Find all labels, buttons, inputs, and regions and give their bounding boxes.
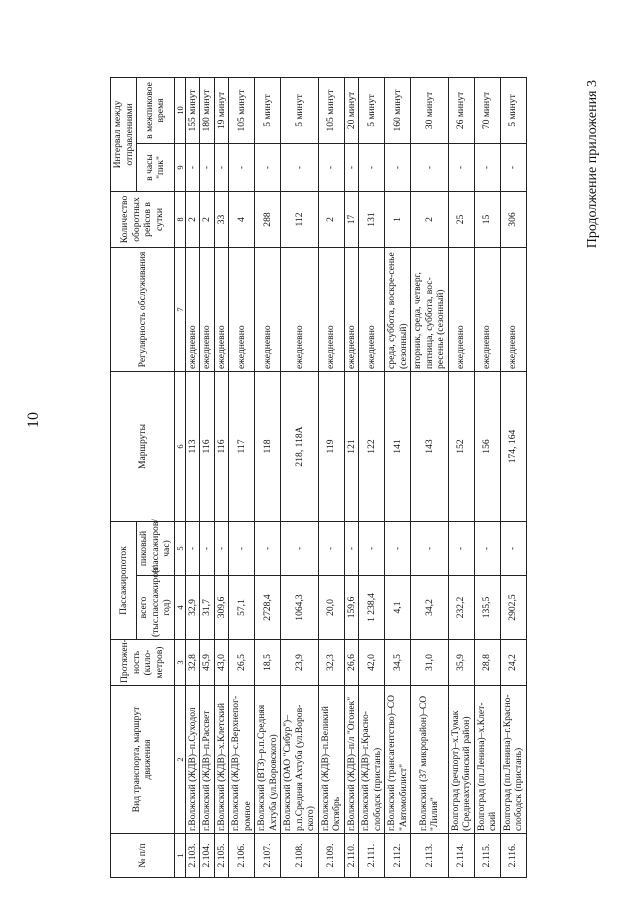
interval-offpeak: 5 минут (359, 77, 385, 143)
col-header-number: № п/п (111, 834, 175, 878)
route-length: 24,2 (500, 640, 526, 686)
service-regularity: среда, суббота, воскре-сенье (сезонный) (385, 247, 411, 371)
row-number: 2.105. (214, 834, 229, 878)
route-name: г.Волжский (ЖДВ)–с.Верхнепог-ромное (229, 686, 255, 834)
interval-offpeak: 160 минут (385, 77, 411, 143)
table-row (318, 77, 344, 877)
interval-offpeak: 19 минут (214, 77, 229, 143)
passengers-total: 34,2 (411, 576, 449, 640)
row-number: 2.109. (318, 834, 344, 878)
route-length: 32,3 (318, 640, 344, 686)
row-number: 2.111. (359, 834, 385, 878)
col-header-regularity: Регулярность обслуживания (111, 247, 175, 371)
interval-offpeak: 26 минут (448, 77, 474, 143)
route-length: 31,0 (411, 640, 449, 686)
col-num: 7 (174, 247, 185, 371)
col-num: 5 (174, 521, 185, 575)
passengers-peak: - (318, 521, 344, 575)
row-number: 2.108. (281, 834, 319, 878)
col-num: 1 (174, 834, 185, 878)
row-number: 2.110. (344, 834, 359, 878)
table-row (229, 77, 255, 877)
route-length: 35,9 (448, 640, 474, 686)
interval-peak: - (474, 143, 500, 191)
passengers-peak: - (255, 521, 281, 575)
route-numbers: 113 (185, 371, 200, 521)
route-name: Волгоград (пл.Ленина)–х.Клет-ский (474, 686, 500, 834)
route-name: Волгоград (речпорт)–х.Тумак (Среднеахтубинский район) (448, 686, 474, 834)
route-numbers: 143 (411, 371, 449, 521)
passengers-total: 2728,4 (255, 576, 281, 640)
table-row (255, 77, 281, 877)
routes-table (110, 77, 527, 878)
page-number: 10 (25, 412, 42, 428)
table-row (200, 77, 215, 877)
col-num: 4 (174, 576, 185, 640)
passengers-peak: - (500, 521, 526, 575)
passengers-total: 2902,5 (500, 576, 526, 640)
passengers-peak: - (474, 521, 500, 575)
col-header-total: всего (тыс.пассажиров/ год) (137, 576, 175, 640)
route-length: 26,5 (229, 640, 255, 686)
passengers-peak: - (229, 521, 255, 575)
passengers-peak: - (385, 521, 411, 575)
daily-trips: 4 (229, 191, 255, 247)
route-numbers: 156 (474, 371, 500, 521)
route-numbers: 116 (214, 371, 229, 521)
route-numbers: 174, 164 (500, 371, 526, 521)
daily-trips: 2 (318, 191, 344, 247)
passengers-total: 1064,3 (281, 576, 319, 640)
daily-trips: 33 (214, 191, 229, 247)
row-number: 2.115. (474, 834, 500, 878)
route-numbers: 218, 118А (281, 371, 319, 521)
passengers-total: 20,0 (318, 576, 344, 640)
table-row (448, 77, 474, 877)
table-body (185, 77, 526, 877)
service-regularity: ежедневно (255, 247, 281, 371)
route-numbers: 121 (344, 371, 359, 521)
col-num: 2 (174, 686, 185, 834)
interval-peak: - (318, 143, 344, 191)
interval-offpeak: 30 минут (411, 77, 449, 143)
interval-peak: - (359, 143, 385, 191)
interval-peak: - (411, 143, 449, 191)
rotated-table-wrapper (110, 78, 575, 878)
row-number: 2.107. (255, 834, 281, 878)
route-numbers: 141 (385, 371, 411, 521)
interval-offpeak: 5 минут (255, 77, 281, 143)
passengers-total: 232,2 (448, 576, 474, 640)
daily-trips: 288 (255, 191, 281, 247)
interval-peak: - (200, 143, 215, 191)
interval-peak: - (281, 143, 319, 191)
passengers-peak: - (344, 521, 359, 575)
route-name: г.Волжский (ЖДВ)–х.Клетский (214, 686, 229, 834)
service-regularity: ежедневно (185, 247, 200, 371)
col-num: 9 (174, 143, 185, 191)
passengers-total: 135,5 (474, 576, 500, 640)
interval-offpeak: 5 минут (281, 77, 319, 143)
interval-peak: - (344, 143, 359, 191)
col-header-routes: Маршруты (111, 371, 175, 521)
route-name: г.Волжский (ЖДВ)–п/л "Огонек" (344, 686, 359, 834)
table-row (344, 77, 359, 877)
passengers-total: 4,1 (385, 576, 411, 640)
table-row (214, 77, 229, 877)
route-name: г.Волжский (37 микрорайон)–СО "Лилия" (411, 686, 449, 834)
row-number: 2.106. (229, 834, 255, 878)
route-length: 45,9 (200, 640, 215, 686)
service-regularity: ежедневно (281, 247, 319, 371)
passengers-total: 32,9 (185, 576, 200, 640)
route-name: г.Волжский (ЖДВ)–г.Красно-слободск (пристань) (359, 686, 385, 834)
daily-trips: 15 (474, 191, 500, 247)
interval-offpeak: 180 минут (200, 77, 215, 143)
daily-trips: 2 (185, 191, 200, 247)
table-row (474, 77, 500, 877)
route-name: г.Волжский (ЖДВ)–п.Великий Октябрь (318, 686, 344, 834)
daily-trips: 306 (500, 191, 526, 247)
table-row (359, 77, 385, 877)
interval-peak: - (229, 143, 255, 191)
daily-trips: 2 (200, 191, 215, 247)
route-numbers: 122 (359, 371, 385, 521)
interval-peak: - (500, 143, 526, 191)
passengers-total: 31,7 (200, 576, 215, 640)
passengers-peak: - (281, 521, 319, 575)
passengers-total: 309,6 (214, 576, 229, 640)
interval-peak: - (255, 143, 281, 191)
col-header-trips: Количество оборотных рейсов в сутки (111, 191, 175, 247)
route-length: 32,8 (185, 640, 200, 686)
row-number: 2.112. (385, 834, 411, 878)
interval-peak: - (385, 143, 411, 191)
interval-peak: - (185, 143, 200, 191)
interval-offpeak: 105 минут (318, 77, 344, 143)
header-row (111, 77, 137, 877)
table-row (385, 77, 411, 877)
passengers-total: 57,1 (229, 576, 255, 640)
interval-peak: - (448, 143, 474, 191)
col-num: 6 (174, 371, 185, 521)
route-name: г.Волжский (ЖДВ)–п.Суходол (185, 686, 200, 834)
route-numbers: 116 (200, 371, 215, 521)
col-header-length: Протяжен-ность (кило-метров) (111, 640, 175, 686)
table-row (500, 77, 526, 877)
service-regularity: ежедневно (359, 247, 385, 371)
route-numbers: 118 (255, 371, 281, 521)
col-header-passenger-flow: Пассажиропоток (111, 521, 137, 639)
route-name: г.Волжский (ЖДВ)–п.Рассвет (200, 686, 215, 834)
col-header-peak: пиковый (пассажиров/ час) (137, 521, 175, 575)
passengers-peak: - (448, 521, 474, 575)
daily-trips: 17 (344, 191, 359, 247)
service-regularity: ежедневно (448, 247, 474, 371)
route-length: 23,9 (281, 640, 319, 686)
col-num: 8 (174, 191, 185, 247)
interval-offpeak: 155 минут (185, 77, 200, 143)
interval-offpeak: 105 минут (229, 77, 255, 143)
passengers-peak: - (359, 521, 385, 575)
route-numbers: 117 (229, 371, 255, 521)
route-length: 34,5 (385, 640, 411, 686)
service-regularity: ежедневно (500, 247, 526, 371)
daily-trips: 2 (411, 191, 449, 247)
passengers-peak: - (411, 521, 449, 575)
table-row (281, 77, 319, 877)
daily-trips: 131 (359, 191, 385, 247)
service-regularity: вторник, среда, четверг, пятница, суббота, вос-ресенье (сезонный) (411, 247, 449, 371)
service-regularity: ежедневно (214, 247, 229, 371)
service-regularity: ежедневно (344, 247, 359, 371)
passengers-peak: - (214, 521, 229, 575)
passengers-total: 1 238,4 (359, 576, 385, 640)
service-regularity: ежедневно (474, 247, 500, 371)
col-header-route: Вид транспорта, маршрут движения (111, 686, 175, 834)
route-numbers: 152 (448, 371, 474, 521)
interval-offpeak: 5 минут (500, 77, 526, 143)
route-length: 18,5 (255, 640, 281, 686)
daily-trips: 25 (448, 191, 474, 247)
route-name: г.Волжский (ОАО "Сибур")–р.п.Средняя Ахтуба (ул.Воров-ского) (281, 686, 319, 834)
row-number: 2.104. (200, 834, 215, 878)
route-numbers: 119 (318, 371, 344, 521)
route-name: г.Волжский (ВТЗ)–р.п.Средняя Ахтуба (ул.Воровского) (255, 686, 281, 834)
col-header-interval: Интервал между отправлениями (111, 77, 137, 191)
passengers-total: 159,6 (344, 576, 359, 640)
route-length: 42,0 (359, 640, 385, 686)
service-regularity: ежедневно (200, 247, 215, 371)
route-length: 26,6 (344, 640, 359, 686)
col-num: 10 (174, 77, 185, 143)
passengers-peak: - (200, 521, 215, 575)
row-number: 2.103. (185, 834, 200, 878)
route-name: г.Волжский (трансагентство)–СО "Автомобилист" (385, 686, 411, 834)
route-length: 28,8 (474, 640, 500, 686)
interval-offpeak: 70 минут (474, 77, 500, 143)
column-number-row (174, 77, 185, 877)
route-length: 43,0 (214, 640, 229, 686)
col-num: 3 (174, 640, 185, 686)
row-number: 2.114. (448, 834, 474, 878)
service-regularity: ежедневно (229, 247, 255, 371)
row-number: 2.113. (411, 834, 449, 878)
table-row (185, 77, 200, 877)
interval-offpeak: 20 минут (344, 77, 359, 143)
col-header-interval-offpeak: в межпиковое время (137, 77, 175, 143)
route-name: Волгоград (пл.Ленина)–г.Красно-слободск (пристань) (500, 686, 526, 834)
daily-trips: 112 (281, 191, 319, 247)
appendix-heading: Продолжение приложения 3 (585, 80, 600, 249)
interval-peak: - (214, 143, 229, 191)
service-regularity: ежедневно (318, 247, 344, 371)
table-row (411, 77, 449, 877)
col-header-interval-peak: в часы "пик" (137, 143, 175, 191)
daily-trips: 1 (385, 191, 411, 247)
passengers-peak: - (185, 521, 200, 575)
row-number: 2.116. (500, 834, 526, 878)
